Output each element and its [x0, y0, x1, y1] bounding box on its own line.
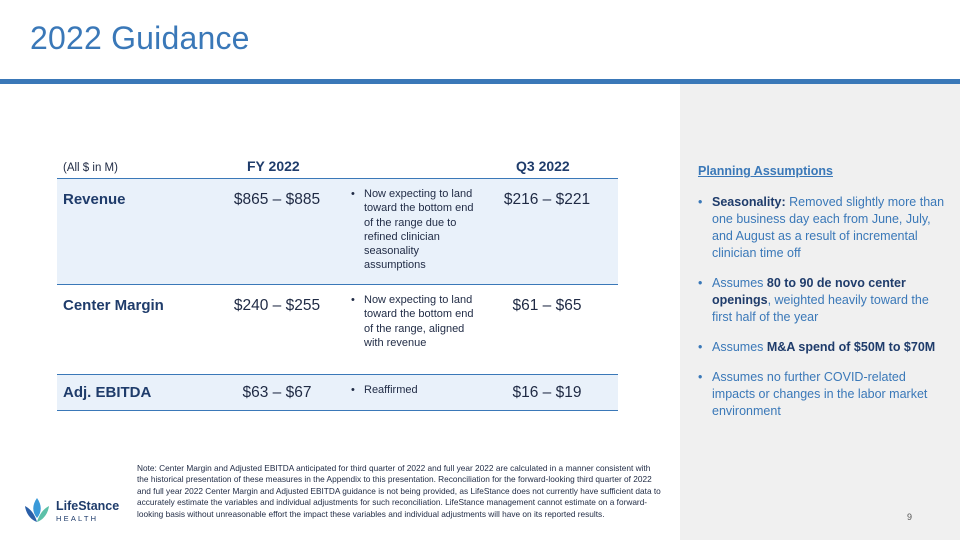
fy-value: $865 – $885 [233, 191, 321, 208]
table-row [57, 285, 618, 375]
assumptions-heading: Planning Assumptions [698, 164, 833, 178]
q3-column-header: Q3 2022 [516, 158, 570, 174]
guidance-note: • Now expecting to land toward the bottom end of the range, aligned with revenue [351, 293, 480, 350]
fy-value: $63 – $67 [242, 384, 312, 401]
logo-subtitle: HEALTH [56, 514, 99, 523]
metric-label: Center Margin [63, 297, 164, 314]
units-label: (All $ in M) [63, 162, 118, 174]
page-number: 9 [907, 512, 913, 522]
metric-label: Revenue [63, 191, 126, 208]
q3-value: $61 – $65 [512, 297, 582, 314]
assumptions-list [698, 194, 948, 433]
metric-label: Adj. EBITDA [63, 384, 152, 401]
logo-wordmark: LifeStance [56, 499, 120, 513]
assumption-item: • Seasonality: Removed slightly more than one business day each from June, July, and August as a result of incremental clinician time off [698, 194, 948, 262]
table-row [57, 375, 618, 411]
assumption-item: • Assumes M&A spend of $50M to $70M [698, 339, 948, 356]
fy-value: $240 – $255 [233, 297, 321, 314]
footnote: Note: Center Margin and Adjusted EBITDA anticipated for third quarter of 2022 and full year 2022 are calculated in a manner consistent with the historical presentation of these measures in the Appendix to this presentation. Reconciliation for the forward-looking third quarter of 2022 and full year 2022 Center Margin and Adjusted EBITDA guidance is not being provided, as LifeStance does not currently have sufficient data to accurately estimate the variables and individual adjustments for such reconciliation. LifeStance management cannot estimate on a forward-looking basis without unreasonable effort the impact these variables and individual adjustments will have on its reported results. [137, 463, 661, 519]
assumption-item: • Assumes 80 to 90 de novo center openings, weighted heavily toward the first half of the year [698, 275, 948, 326]
assumption-item: • Assumes no further COVID-related impacts or changes in the labor market environment [698, 369, 948, 420]
guidance-note: • Reaffirmed [351, 383, 480, 397]
fy-column-header: FY 2022 [247, 158, 300, 174]
table-header [57, 150, 618, 179]
q3-value: $216 – $221 [503, 191, 591, 208]
table-row [57, 179, 618, 285]
guidance-note: • Now expecting to land toward the bottom end of the range due to refined clinician seasonality assumptions [351, 187, 480, 273]
q3-value: $16 – $19 [512, 384, 582, 401]
guidance-table [57, 150, 618, 411]
lifestance-logo-icon [22, 496, 52, 526]
page-title: 2022 Guidance [30, 20, 250, 56]
